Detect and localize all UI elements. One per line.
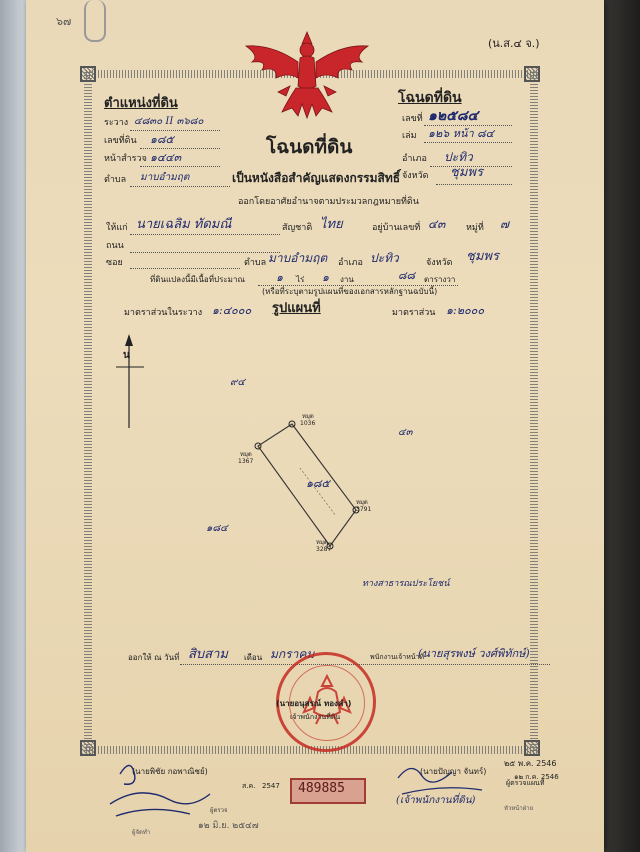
deed-number: ๑๒๕๘๔ [428,108,479,124]
location-label: เลขที่ดิน [104,136,137,146]
issued-under: ออกโดยอาศัยอำนาจตามประมวลกฎหมายที่ดิน [238,197,419,207]
footer-right-name: (นายปัญญา จันทร์) [420,767,487,776]
footer-bottom-left: ผู้จัดทำ [132,829,151,836]
wa-label: ตารางวา [424,275,456,284]
corner-mark: ๖๗ [56,15,72,28]
marker-code: หมุด [316,539,328,546]
footer-right-date: ๑๒ ก.ค. 2546 [514,773,559,781]
given-day: สิบสาม [188,647,228,662]
map-title: รูปแผนที่ [272,301,321,316]
officer-signature: (นายสุรพงษ์ วงศ์พิทักษ์) [418,647,530,660]
scale-left-value: ๑:๔๐๐๐ [212,304,252,317]
neighbor-label: ๔๓ [398,427,413,438]
stamp-prefix: ส.ค. [242,782,256,790]
deed-value: ปะทิว [444,150,473,164]
area-ngan: ๑ [322,271,329,284]
footer-right-role: ผู้ตรวจแผนที่ [506,779,545,787]
location-heading: ตำแหน่งที่ดิน [104,96,178,111]
area-rai: ๑ [276,271,283,284]
month-label: เดือน [244,653,263,662]
marker-code: หมุด [356,499,368,506]
deed-label: เล่ม [402,131,417,141]
address-label: อยู่บ้านเลขที่ [372,223,421,233]
location-value: ๑๔๔๓ [150,151,182,164]
ngan-label: งาน [340,275,354,284]
tambon-value: มาบอำมฤต [268,251,328,265]
area-note: (หรือที่ระบุตามรูปแผนที่ของเอกสารหลักฐานฉบับนี้) [262,287,438,296]
moo-label: หมู่ที่ [466,223,484,233]
officer-name: (นายอนุสรณ์ ทองคำ) [276,699,352,708]
stamp-year: 2547 [262,782,280,790]
owner-name: นายเฉลิม ทัดมณี [136,217,232,232]
amphoe-label: อำเภอ [338,258,363,268]
marker-number: 1036 [300,420,316,427]
deed-value: ๑๒๖ หน้า ๘๔ [428,127,494,140]
location-label: หน้าสำรวจ [104,154,147,164]
stamp-number: 489885 [298,781,345,796]
moo-value: ๗ [500,217,510,231]
form-code: (น.ส.๔ จ.) [488,37,540,50]
footer-bottom-right: หัวหน้าฝ่าย [504,805,534,812]
marker-number: 3791 [356,506,372,513]
given-month: มกราคม [270,647,315,661]
footer-left-role: ผู้ตรวจ [210,807,228,814]
scale-right-value: ๑:๒๐๐๐ [446,304,485,317]
nationality-value: ไทย [320,217,343,232]
location-value: ๑๘๕ [150,133,174,146]
nationality-label: สัญชาติ [282,223,313,233]
marker-code: หมุด [240,451,252,458]
deed-label: เลขที่ [402,114,423,124]
document-subtitle: เป็นหนังสือสำคัญแสดงกรรมสิทธิ์ [232,171,401,185]
north-arrow-icon [116,334,144,428]
tambon-label: ตำบล [244,258,267,268]
officer-label: พนักงานเจ้าหน้าที่ [370,653,425,661]
document-title: โฉนดที่ดิน [266,136,353,158]
soi-label: ซอย [106,258,123,268]
neighbor-label: ๑๘๔ [206,523,228,534]
house-number: ๔๓ [428,217,446,231]
north-label: น [123,350,130,361]
location-label: ระวาง [104,118,129,128]
rai-label: ไร่ [296,275,305,284]
parcel-label: ๑๘๕ [306,477,330,490]
footer-left-name: (นายพิชัย กอพาณิชย์) [132,767,208,776]
footer-left-date: ๑๒ มิ.ย. ๒๕๔๗ [198,821,259,831]
footer-fine-print: (เจ้าพนักงานที่ดิน) [396,795,476,806]
footer-right-date: ๒๕ พ.ค. 2546 [504,759,557,768]
road-label: ทางสาธารณประโยชน์ [362,579,450,589]
signature-left [100,754,220,824]
deed-label: อำเภอ [402,154,427,164]
province-value: ชุมพร [466,249,499,264]
scale-right-label: มาตราส่วน [392,308,436,318]
signature-right [392,754,492,804]
area-wa: ๘๘ [398,269,415,282]
deed-value: ชุมพร [450,165,483,180]
marker-number: 3287 [316,546,332,553]
marker-code: หมุด [302,413,314,420]
area-line: ที่ดินแปลงนี้มีเนื้อที่ประมาณ [150,275,245,284]
location-value: ๔๘๓๐ II ๓๖๘๐ [134,116,204,127]
given-label: ออกให้ ณ วันที่ [128,653,180,662]
road-label: ถนน [106,241,124,251]
deed-heading: โฉนดที่ดิน [398,90,462,106]
marker-number: 1367 [238,458,254,465]
scale-left-label: มาตราส่วนในระวาง [124,308,203,318]
amphoe-value: ปะทิว [370,251,399,265]
deed-label: จังหวัด [402,171,429,181]
officer-title: เจ้าพนักงานที่ดิน [290,713,341,721]
location-label: ตำบล [104,175,127,185]
neighbor-label: ๙๔ [230,377,245,388]
dotted-line [180,664,550,665]
owner-prefix: ให้แก่ [106,223,128,233]
location-value: มาบอำมฤต [140,172,190,183]
province-label: จังหวัด [426,258,453,268]
